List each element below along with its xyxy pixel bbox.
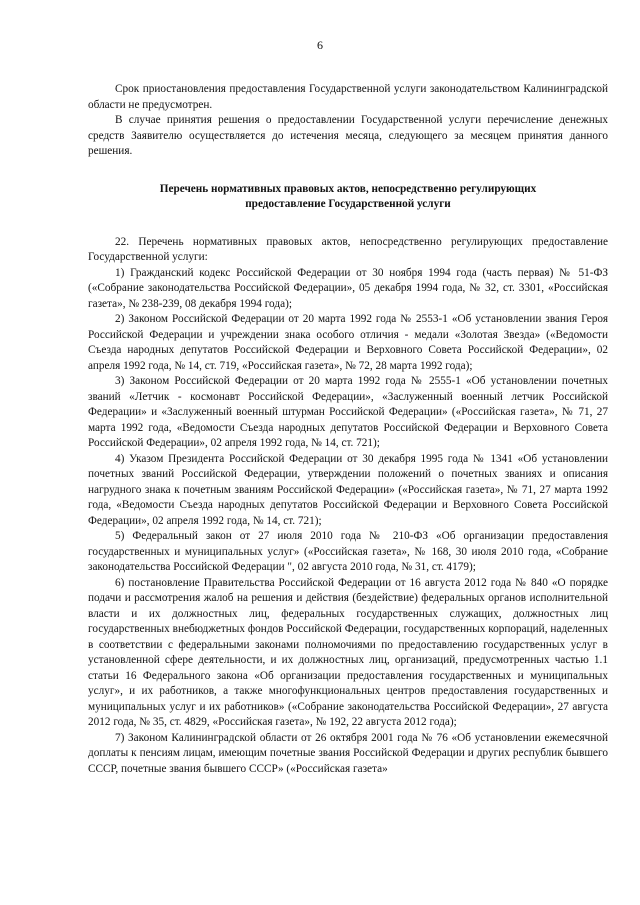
list-item: 7) Законом Калининградской области от 26 октября 2001 года № 76 «Об установлении ежемесячной доплаты к пенсиям лицам, имеющим почетные звания Российской Федерации и других республик бывшего СССР, почетные звания бывшего СССР» («Российская газета»	[88, 731, 608, 775]
list-item: 3) Законом Российской Федерации от 20 марта 1992 года № 2555-1 «Об установлении почетных званий «Летчик - космонавт Российской Федерации», «Заслуженный военный летчик Российской Федерации» и «Заслуженный военный штурман Российской Федерации» («Российская газета», № 71, 27 марта 1992 года, «Ведомости Съезда народных депутатов Российской Федерации и Верховного Совета Российской Федерации», 02 апреля 1992 года, № 14, ст. 721);	[88, 375, 608, 449]
list-item: 2) Законом Российской Федерации от 20 марта 1992 года № 2553-1 «Об установлении звания Героя Российской Федерации и учреждении знака особого отличия - медали «Золотая Звезда» («Ведомости Съезда народных депутатов Российской Федерации и Верховного Совета Российской Федерации», 02 апреля 1992 года, № 14, ст. 719, «Российская газета», № 72, 28 марта 1992 года);	[88, 313, 608, 372]
list-intro: 22. Перечень нормативных правовых актов, непосредственно регулирующих предоставление Государственной услуги:	[88, 235, 608, 263]
paragraph-suspension-period: Срок приостановления предоставления Государственной услуги законодательством Калининградской области не предусмотрен.	[88, 83, 608, 111]
list-item: 4) Указом Президента Российской Федерации от 30 декабря 1995 года № 1341 «Об установлении почетных званий Российской Федерации, утверждении положений о почетных званиях и описания нагрудного знака к почетным званиям Российской Федерации» («Российская газета», № 71, 27 марта 1992 года, «Ведомости Съезда народных депутатов Российской Федерации и Верховного Совета Российской Федерации», 02 апреля 1992 года, № 14, ст. 721);	[88, 452, 608, 527]
page-number: 6	[317, 38, 323, 52]
document-body	[88, 82, 608, 777]
list-item: 6) постановление Правительства Российской Федерации от 16 августа 2012 года № 840 «О порядке подачи и рассмотрения жалоб на решения и действия (бездействие) федеральных органов исполнительной власти и их должностных лиц, федеральных государственных служащих, должностных лиц государственных внебюджетных фондов Российской Федерации, государственных корпораций, наделенных в соответствии с федеральными законами полномочиями по предоставлению государственных услуг в установленной сфере деятельности, и их должностных лиц, организаций, предусмотренных частью 1.1 статьи 16 Федерального закона «Об организации предоставления государственных и муниципальных услуг», и их работников, а также многофункциональных центров предоставления государственных и муниципальных услуг и их работников» («Собрание законодательства Российской Федерации», 27 августа 2012 года, № 35, ст. 4829, «Российская газета», № 192, 22 августа 2012 года);	[88, 576, 608, 728]
section-heading-line-2: предоставление Государственной услуги	[245, 198, 451, 210]
legal-acts-list	[88, 266, 608, 778]
list-item: 5) Федеральный закон от 27 июля 2010 года № 210-ФЗ «Об организации предоставления государственных и муниципальных услуг» («Российская газета», № 168, 30 июля 2010 года, «Собрание законодательства Российской Федерации ", 02 августа 2010 года, № 31, ст. 4179);	[88, 530, 608, 573]
list-item: 1) Гражданский кодекс Российской Федерации от 30 ноября 1994 года (часть первая) № 51-ФЗ («Собрание законодательства Российской Федерации», 05 декабря 1994 года, № 32, ст. 3301, «Российская газета», № 238-239, 08 декабря 1994 года);	[88, 266, 608, 310]
section-heading-line-1: Перечень нормативных правовых актов, непосредственно регулирующих	[159, 182, 537, 195]
section-heading	[88, 182, 608, 213]
paragraph-payment-transfer: В случае принятия решения о предоставлении Государственной услуги перечисление денежных средств Заявителю осуществляется до истечения месяца, следующего за месяцем принятия данного решения.	[88, 114, 608, 157]
